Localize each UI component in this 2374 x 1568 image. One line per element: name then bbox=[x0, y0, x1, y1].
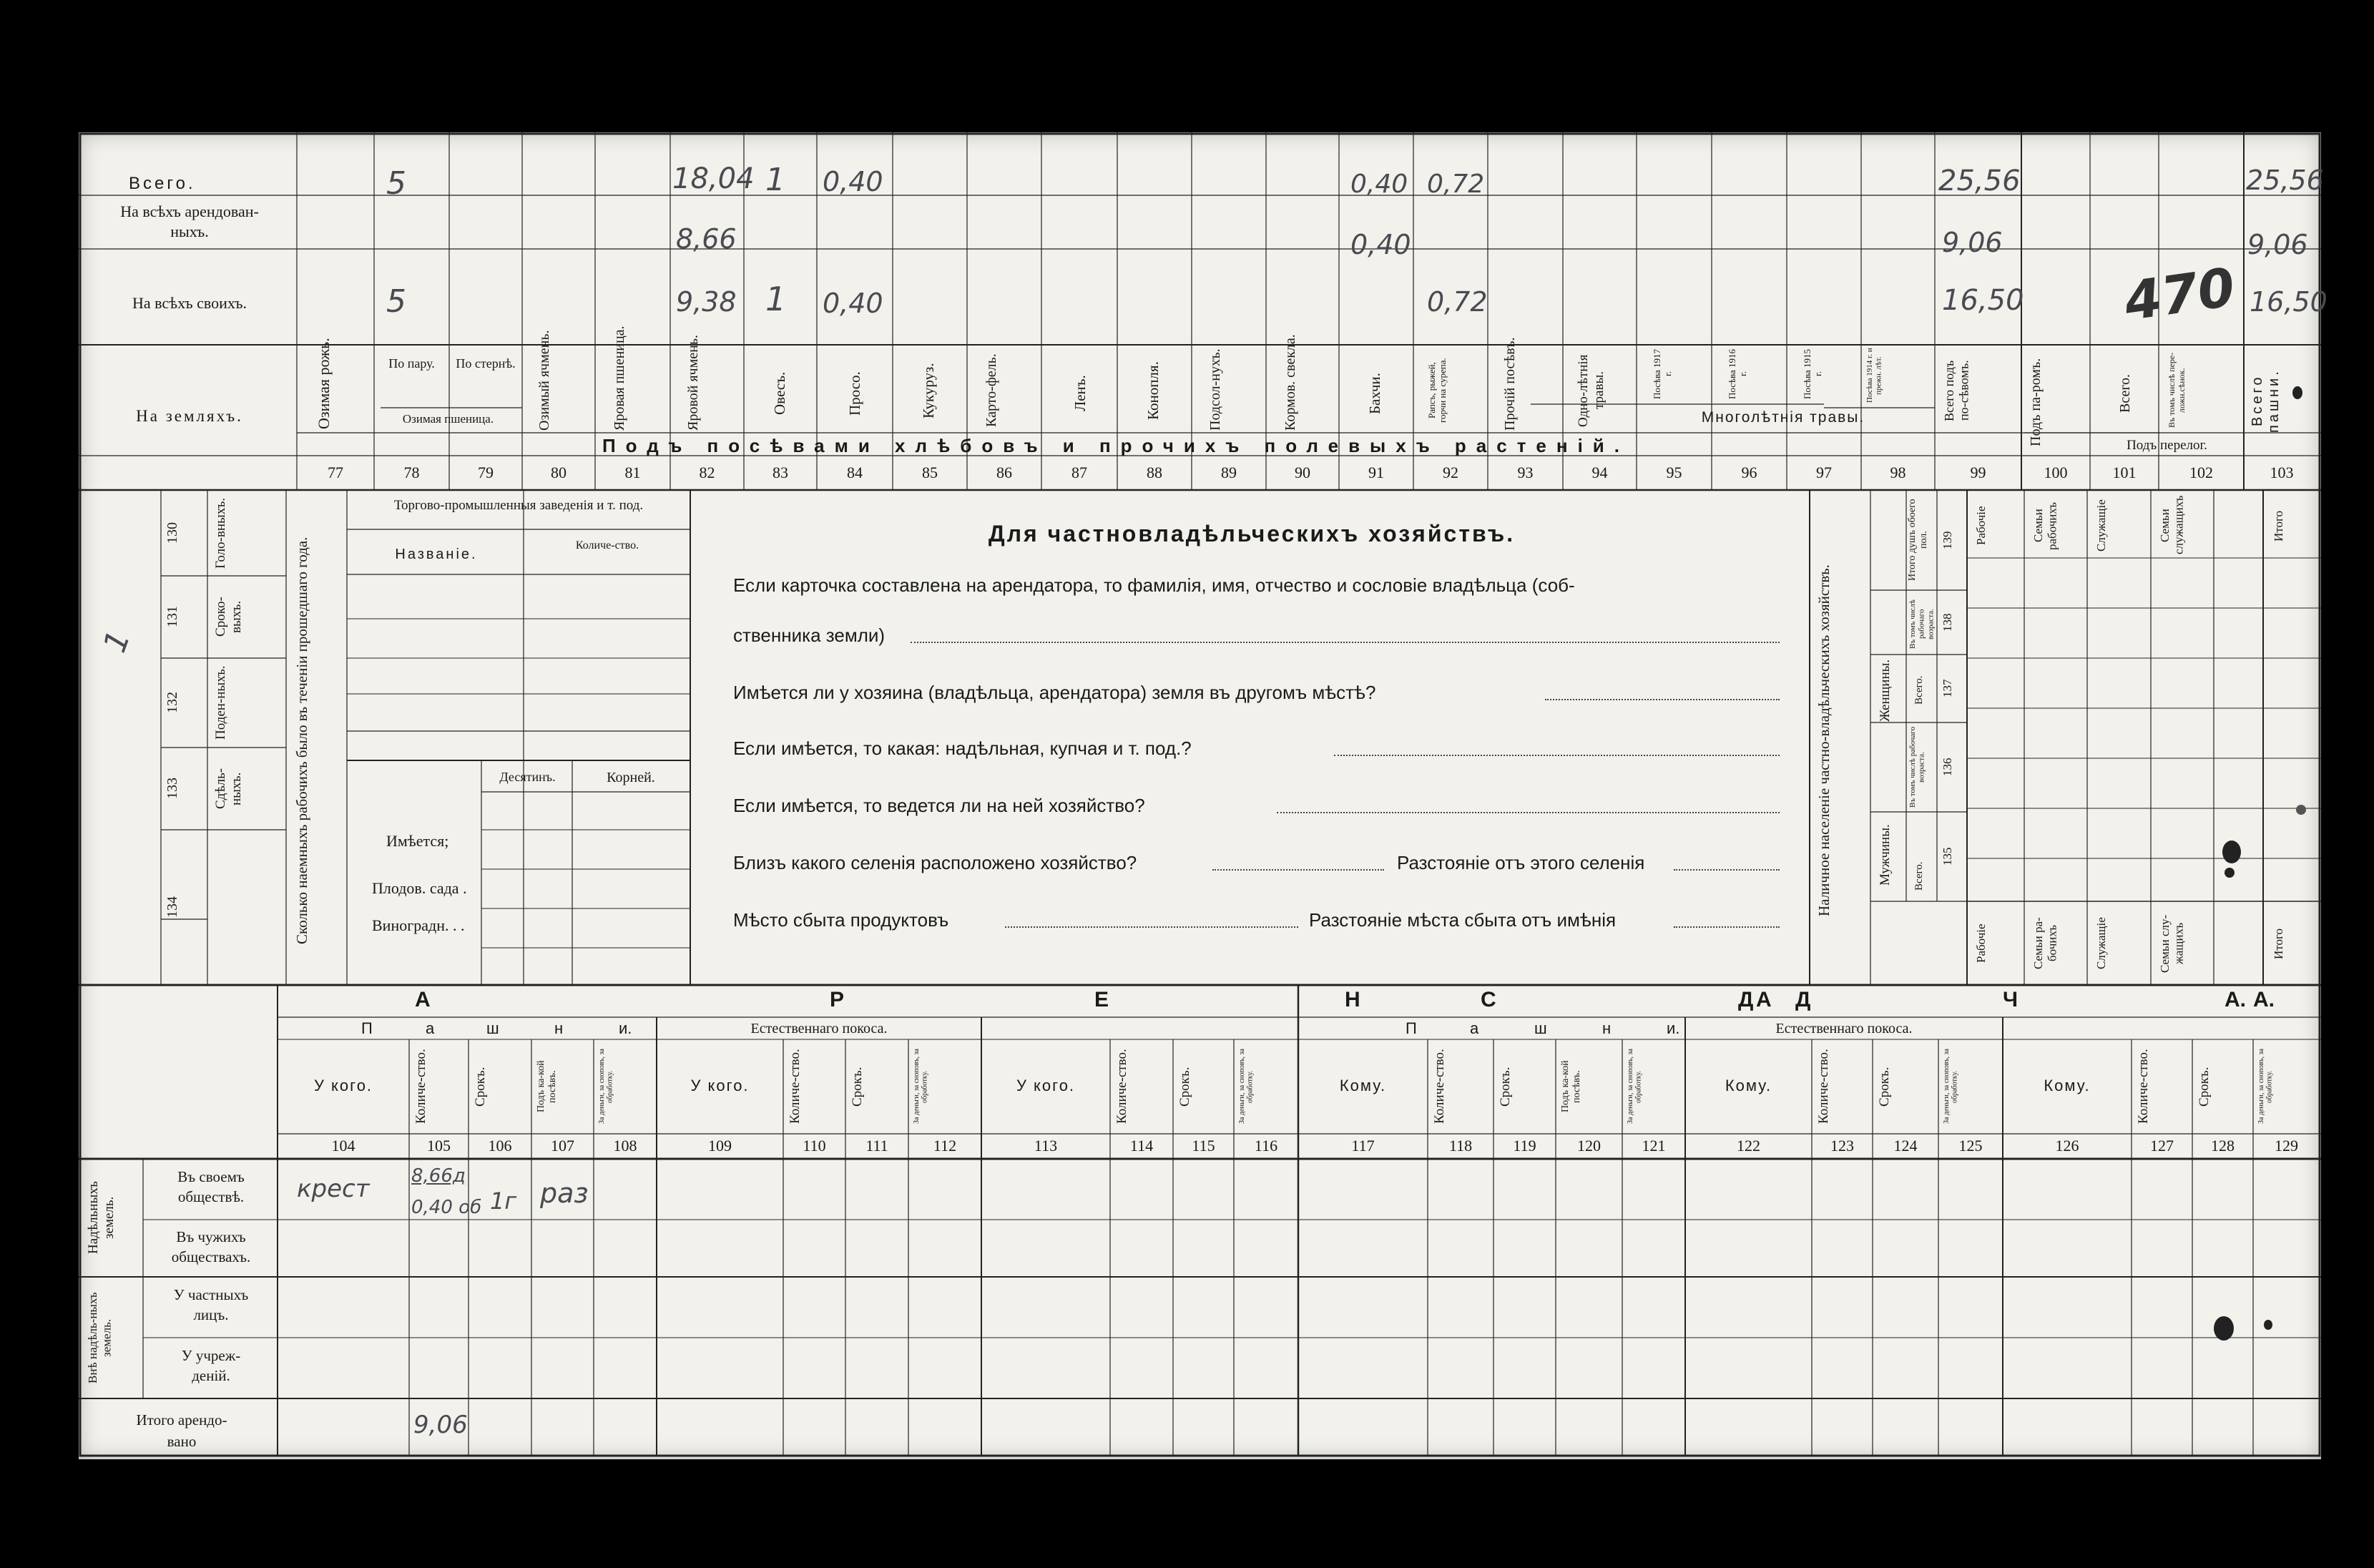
crop-h98: Посѣва 1914 г. и прежн. лѣт. bbox=[1865, 348, 1883, 403]
private-q5b: Разстоянiе отъ этого селенiя bbox=[1397, 852, 1645, 873]
crop-h97: Посѣва 1915 г. bbox=[1802, 348, 1823, 399]
row-u-uchrezh: У учреж- bbox=[181, 1347, 241, 1364]
hw-svoi-82: 9,38 bbox=[676, 286, 737, 318]
bottom-head-5: У кого. bbox=[690, 1077, 750, 1094]
population-col-bottom-1: Семьи ра-бочихъ bbox=[2031, 917, 2059, 970]
bottom-col-number-120: 120 bbox=[1577, 1137, 1601, 1155]
crop-h93: Прочiй посѣвъ. bbox=[1502, 337, 1518, 431]
bottom-col-number-105: 105 bbox=[427, 1137, 451, 1155]
livestock-label-131: Сроко-выхъ. bbox=[213, 597, 244, 637]
bottom-col-number-116: 116 bbox=[1254, 1137, 1278, 1155]
row-label-vsego: Всего. bbox=[129, 174, 196, 193]
livestock-num-134: 134 bbox=[165, 896, 180, 918]
pashni-b-1: а bbox=[1470, 1019, 1479, 1037]
hw-vsego-91: 0,40 bbox=[1350, 170, 1408, 199]
crop-h91: Бахчи. bbox=[1366, 373, 1383, 414]
crop-h96: Посѣва 1916 г. bbox=[1727, 348, 1748, 399]
crop-ozimaya-pshenitsa: Озимая пшеница. bbox=[402, 412, 494, 426]
arenda-letter-0: А bbox=[415, 988, 431, 1011]
hw-svoi-99: 16,50 bbox=[1942, 284, 2024, 317]
hw-stamp-number: 470 bbox=[2120, 256, 2239, 333]
population-col-bottom-4: Итого bbox=[2272, 928, 2285, 959]
population-col-bottom-0: Рабочiе bbox=[1974, 923, 1988, 964]
private-q2: Имѣется ли у хозяина (владѣльца, арендатора) земля въ другомъ мѣстѣ? bbox=[733, 682, 1376, 703]
hw-arend-82: 8,66 bbox=[676, 223, 737, 255]
column-number-98: 98 bbox=[1890, 464, 1906, 481]
pashni-a-0: П bbox=[361, 1019, 373, 1037]
hw-qty2: 0,40 об bbox=[411, 1197, 482, 1218]
row-u-chastnykh-2: лицъ. bbox=[193, 1306, 229, 1323]
crop-h78: По пару. bbox=[388, 356, 435, 371]
column-number-100: 100 bbox=[2044, 464, 2068, 481]
crop-h77: Озимая рожь. bbox=[315, 338, 333, 429]
hw-svoi-77: 5 bbox=[386, 283, 406, 320]
livestock-label-133: Сдѣль-ныхъ. bbox=[213, 768, 244, 810]
livestock-num-131: 131 bbox=[165, 606, 180, 628]
sdacha-letter-1: Д bbox=[1738, 988, 1754, 1011]
bottom-head-24: Срокъ. bbox=[2197, 1067, 2212, 1107]
population-zhenshchiny: Женщины. bbox=[1878, 659, 1893, 722]
sdacha-letter-4: А. bbox=[2253, 988, 2275, 1011]
row-label-arend: На всѣхъ арендован- bbox=[120, 202, 259, 220]
private-q6-blank[interactable] bbox=[1005, 926, 1298, 928]
population-num-138: 138 bbox=[1941, 613, 1954, 632]
row-v-chuzhikh-2: обществахъ. bbox=[171, 1248, 251, 1265]
population-vsego-w: Всего. bbox=[1913, 675, 1925, 705]
arenda-letter-5: А. bbox=[2225, 988, 2246, 1011]
bottom-head-25: За деньги, за сноповъ, за обработку. bbox=[2257, 1049, 2274, 1124]
row-u-uchrezh-2: денiй. bbox=[192, 1367, 230, 1384]
livestock-label-130: Голо-вныхъ. bbox=[213, 497, 228, 569]
hw-itogo: 9,06 bbox=[413, 1411, 468, 1439]
livestock-num-130: 130 bbox=[165, 522, 180, 544]
bottom-col-number-109: 109 bbox=[708, 1137, 732, 1155]
population-col-4: Итого bbox=[2272, 510, 2285, 542]
crop-h102: Въ томъ числѣ пере-ложн.сѣнок. bbox=[2167, 352, 2187, 428]
livestock-num-132: 132 bbox=[165, 692, 180, 714]
arenda-letter-2: Е bbox=[1094, 988, 1109, 1011]
hw-vsego-82: 18,04 bbox=[672, 162, 755, 195]
arenda-letter-1: Р bbox=[830, 988, 845, 1011]
column-number-90: 90 bbox=[1295, 464, 1310, 481]
column-number-94: 94 bbox=[1591, 464, 1608, 481]
arenda-letter-3: Н bbox=[1345, 988, 1360, 1011]
bottom-head-9: У кого. bbox=[1016, 1077, 1076, 1094]
nadelnykh-label: Надѣльныхъ земель. bbox=[86, 1181, 117, 1255]
bottom-col-number-129: 129 bbox=[2275, 1137, 2298, 1155]
column-number-97: 97 bbox=[1816, 464, 1832, 481]
bottom-col-number-127: 127 bbox=[2150, 1137, 2174, 1155]
column-number-78: 78 bbox=[403, 464, 420, 481]
population-vtom-w: Въ томъ числѣ рабочаго возраста. bbox=[1908, 599, 1936, 649]
population-col-bottom-2: Служащiе bbox=[2094, 917, 2108, 970]
punch-mark-3 bbox=[2214, 1316, 2234, 1341]
sdacha-letter-2: А bbox=[1756, 988, 1772, 1011]
hw-vsego-84: 0,40 bbox=[823, 166, 883, 197]
bottom-col-number-119: 119 bbox=[1513, 1137, 1536, 1155]
column-number-82: 82 bbox=[699, 464, 715, 481]
hw-vsego-77: 5 bbox=[386, 165, 406, 202]
crop-h101: Всего. bbox=[2117, 373, 2133, 413]
crop-big-band: Подъ посѣвами хлѣбовъ и прочихъ полевыхъ растенiй. bbox=[602, 435, 1630, 456]
bottom-head-8: За деньги, за сноповъ, за обработку. bbox=[913, 1049, 929, 1124]
bottom-head-14: Количе-ство. bbox=[1432, 1049, 1447, 1124]
bottom-head-10: Количе-ство. bbox=[1114, 1049, 1129, 1124]
hw-svoi-92: 0,72 bbox=[1427, 286, 1488, 318]
population-col-2: Служащiе bbox=[2094, 499, 2108, 552]
bottom-col-number-107: 107 bbox=[551, 1137, 574, 1155]
private-q6b: Разстоянiе мѣста сбыта отъ имѣнiя bbox=[1309, 909, 1617, 931]
population-vtom-m: Въ томъ числѣ рабочаго возраста. bbox=[1908, 727, 1926, 808]
hw-srok: 1г bbox=[490, 1187, 517, 1215]
column-number-102: 102 bbox=[2189, 464, 2213, 481]
population-col-bottom-3: Семьи слу-жащихъ bbox=[2158, 914, 2186, 973]
punch-mark-1 bbox=[2222, 841, 2241, 863]
crop-pod-perelog: Подъ перелог. bbox=[2127, 438, 2207, 453]
bottom-col-number-124: 124 bbox=[1893, 1137, 1918, 1155]
hw-vsego-103: 25,56 bbox=[2246, 165, 2324, 196]
crop-h95: Посѣва 1917 г. bbox=[1652, 348, 1673, 399]
bottom-head-17: За деньги, за сноповъ, за обработку. bbox=[1627, 1049, 1643, 1124]
plodov-sada-label: Плодов. сада . bbox=[372, 879, 467, 897]
bottom-col-number-122: 122 bbox=[1737, 1137, 1760, 1155]
crop-h82: Яровой ячмень. bbox=[685, 335, 701, 431]
crop-h83: Овесъ. bbox=[771, 371, 788, 416]
column-number-81: 81 bbox=[624, 464, 641, 481]
bottom-head-21: За деньги, за сноповъ, за обработку. bbox=[1943, 1049, 1959, 1124]
desyatin-header: Десятинъ. bbox=[499, 770, 556, 784]
column-number-103: 103 bbox=[2270, 464, 2294, 481]
hw-vsego-92: 0,72 bbox=[1427, 170, 1485, 199]
pashni-b-0: П bbox=[1406, 1019, 1417, 1037]
bottom-col-number-121: 121 bbox=[1642, 1137, 1666, 1155]
row-v-svoem: Въ своемъ bbox=[177, 1168, 245, 1185]
column-number-92: 92 bbox=[1443, 464, 1458, 481]
bottom-col-number-104: 104 bbox=[331, 1137, 355, 1155]
population-col-0: Рабочiе bbox=[1974, 506, 1988, 546]
trade-kolichestvo: Количе-ство. bbox=[575, 539, 639, 552]
row-label-arend-2: ныхъ. bbox=[170, 222, 209, 240]
column-number-77: 77 bbox=[328, 464, 343, 481]
pashni-a-4: и. bbox=[619, 1019, 632, 1037]
bottom-head-6: Количе-ство. bbox=[788, 1049, 803, 1124]
punch-mark-2 bbox=[2225, 868, 2235, 878]
population-main: Наличное населенiе частно-владѣльческихъ хозяйствъ. bbox=[1815, 564, 1833, 916]
arenda-letter-4: Д bbox=[1795, 988, 1811, 1011]
bottom-col-number-106: 106 bbox=[488, 1137, 512, 1155]
private-title: Для частновладѣльческихъ хозяйствъ. bbox=[988, 521, 1516, 547]
bottom-col-number-110: 110 bbox=[803, 1137, 826, 1155]
pashni-b-3: н bbox=[1602, 1019, 1612, 1037]
hw-vsego-83: 1 bbox=[765, 162, 785, 198]
crop-h87: Ленъ. bbox=[1071, 375, 1089, 412]
population-muzhchiny: Мужчины. bbox=[1878, 824, 1893, 886]
bottom-head-1: Количе-ство. bbox=[413, 1049, 428, 1124]
trade-nazvanie: Названiе. bbox=[395, 547, 478, 562]
crop-h84: Просо. bbox=[846, 371, 863, 416]
hw-svoi-103: 16,50 bbox=[2250, 286, 2328, 318]
hw-arend-91: 0,40 bbox=[1350, 229, 1411, 260]
bottom-head-18: Кому. bbox=[1725, 1077, 1772, 1094]
punch-mark-4 bbox=[2264, 1320, 2272, 1330]
private-q5b-blank[interactable] bbox=[1674, 869, 1780, 871]
population-col-1: Семьи рабочихъ bbox=[2031, 501, 2059, 550]
sdacha-letter-0: С bbox=[1481, 988, 1496, 1011]
private-q5-blank[interactable] bbox=[1212, 869, 1384, 871]
bottom-head-19: Количе-ство. bbox=[1816, 1049, 1831, 1124]
livestock-num-133: 133 bbox=[165, 778, 180, 800]
bottom-head-23: Количе-ство. bbox=[2136, 1049, 2151, 1124]
crop-h81: Яровая пшеница. bbox=[612, 325, 627, 431]
private-q5: Близъ какого селенiя расположено хозяйство? bbox=[733, 852, 1137, 873]
bottom-col-number-115: 115 bbox=[1192, 1137, 1215, 1155]
bottom-head-16: Подъ ка-кой посѣвъ. bbox=[1560, 1060, 1583, 1113]
population-num-136: 136 bbox=[1941, 758, 1954, 777]
bottom-head-22: Кому. bbox=[2044, 1077, 2091, 1094]
private-q2-blank[interactable] bbox=[1545, 699, 1780, 700]
bottom-head-0: У кого. bbox=[313, 1077, 373, 1094]
punch-mark-5 bbox=[2296, 805, 2306, 815]
bottom-head-4: За деньги, за сноповъ, за обработку. bbox=[598, 1049, 614, 1124]
form-grid-lines bbox=[79, 132, 2321, 1459]
private-q3: Если имѣется, то какая: надѣльная, купчая и т. под.? bbox=[733, 738, 1192, 759]
private-q4-blank[interactable] bbox=[1277, 812, 1780, 813]
column-number-80: 80 bbox=[551, 464, 566, 481]
private-q6b-blank[interactable] bbox=[1674, 926, 1780, 928]
hired-workers-label: Сколько наемныхъ рабочихъ было въ теченiи прошедшаго года. bbox=[293, 536, 310, 944]
trade-header: Торгово-промышленныя заведенiя и т. под. bbox=[393, 498, 644, 513]
crop-h99: Всего подъ по-сѣвомъ. bbox=[1942, 360, 1971, 421]
bottom-col-number-112: 112 bbox=[933, 1137, 957, 1155]
column-number-87: 87 bbox=[1071, 464, 1087, 481]
bottom-head-12: За деньги, за сноповъ, за обработку. bbox=[1238, 1049, 1255, 1124]
row-v-chuzhikh: Въ чужихъ bbox=[176, 1228, 246, 1245]
census-card bbox=[79, 132, 2328, 1459]
crop-h103: Всего пашни. bbox=[2250, 368, 2282, 433]
private-q3-blank[interactable] bbox=[1334, 755, 1780, 756]
hw-krest: крест bbox=[297, 1175, 370, 1203]
row-label-svoikh: На всѣхъ своихъ. bbox=[132, 294, 247, 312]
column-number-99: 99 bbox=[1970, 464, 1986, 481]
bottom-col-number-108: 108 bbox=[613, 1137, 637, 1155]
vne-nadel-label: Внѣ надѣль-ныхъ земель. bbox=[86, 1292, 114, 1383]
korney-header: Корней. bbox=[607, 770, 655, 785]
bottom-col-number-128: 128 bbox=[2211, 1137, 2235, 1155]
bottom-head-15: Срокъ. bbox=[1498, 1067, 1513, 1107]
crop-h79: По стернѣ. bbox=[456, 356, 516, 371]
est-pokosa-b: Естественнаго покоса. bbox=[1775, 1021, 1913, 1037]
row-u-chastnykh: У частныхъ bbox=[173, 1286, 249, 1303]
bottom-col-number-126: 126 bbox=[2055, 1137, 2079, 1155]
column-number-91: 91 bbox=[1368, 464, 1384, 481]
bottom-col-number-123: 123 bbox=[1830, 1137, 1854, 1155]
crop-mnogoletnie: Многолѣтнiя травы. bbox=[1701, 409, 1865, 426]
row-itogo-arend: Итого арендо- bbox=[136, 1411, 227, 1429]
hw-qty1: 8,66д bbox=[411, 1165, 466, 1187]
crop-h86: Карто-фель. bbox=[984, 353, 999, 428]
bottom-col-number-111: 111 bbox=[865, 1137, 888, 1155]
imeetsya-label: Имѣется; bbox=[386, 832, 449, 850]
column-number-93: 93 bbox=[1517, 464, 1534, 481]
population-num-137: 137 bbox=[1941, 679, 1954, 698]
column-number-88: 88 bbox=[1147, 464, 1162, 481]
sdacha-letter-3: Ч bbox=[2003, 988, 2019, 1011]
pashni-b-2: ш bbox=[1534, 1019, 1547, 1037]
bottom-head-20: Срокъ. bbox=[1877, 1067, 1892, 1107]
crop-h85: Кукуруз. bbox=[920, 363, 937, 418]
column-number-83: 83 bbox=[772, 464, 788, 481]
row-itogo-arend-2: вано bbox=[167, 1433, 197, 1450]
pashni-a-3: н bbox=[554, 1019, 564, 1037]
vinogradn-label: Виноградн. . . bbox=[372, 916, 465, 934]
private-line2-blank[interactable] bbox=[911, 642, 1780, 643]
bottom-head-2: Срокъ. bbox=[473, 1067, 488, 1107]
hw-za: раз bbox=[540, 1177, 589, 1209]
hw-arend-99: 9,06 bbox=[1942, 227, 2003, 258]
est-pokosa-a: Естественнаго покоса. bbox=[750, 1021, 888, 1037]
bottom-col-number-118: 118 bbox=[1448, 1137, 1473, 1155]
bottom-head-7: Срокъ. bbox=[850, 1067, 865, 1107]
crop-h89: Подсол-нухъ. bbox=[1207, 348, 1223, 431]
population-itogo: Итого душъ обоего пол. bbox=[1907, 499, 1930, 582]
bottom-col-number-113: 113 bbox=[1034, 1137, 1058, 1155]
column-number-95: 95 bbox=[1666, 464, 1682, 481]
row-label-na-zemlyakh: На земляхъ. bbox=[136, 407, 243, 425]
column-number-79: 79 bbox=[478, 464, 494, 481]
column-number-85: 85 bbox=[922, 464, 938, 481]
private-line1: Если карточка составлена на арендатора, то фамилiя, имя, отчество и сословiе владѣльца (соб- bbox=[733, 574, 1575, 596]
column-number-89: 89 bbox=[1221, 464, 1237, 481]
bottom-head-11: Срокъ. bbox=[1177, 1067, 1192, 1107]
column-number-84: 84 bbox=[847, 464, 863, 481]
column-number-101: 101 bbox=[2112, 464, 2137, 481]
column-number-86: 86 bbox=[996, 464, 1012, 481]
bottom-col-number-117: 117 bbox=[1351, 1137, 1375, 1155]
pashni-a-2: ш bbox=[486, 1019, 499, 1037]
population-num-139: 139 bbox=[1941, 531, 1954, 549]
population-col-3: Семьи служащихъ bbox=[2158, 495, 2186, 554]
private-line2: ственника земли) bbox=[733, 624, 886, 646]
bottom-head-3: Подъ ка-кой посѣвъ. bbox=[536, 1060, 559, 1113]
crop-h100: Подъ па-ромъ. bbox=[2028, 358, 2044, 447]
row-v-svoem-2: обществѣ. bbox=[177, 1188, 245, 1205]
crop-h92: Рапсъ, рыжей, горчи на сурепа. bbox=[1426, 358, 1448, 423]
hw-vsego-99: 25,56 bbox=[1938, 165, 2021, 197]
crop-h88: Конопля. bbox=[1144, 361, 1162, 420]
crop-h90: Кормов. свекла. bbox=[1282, 334, 1298, 431]
crop-h94: Одно-лѣтнiя травы. bbox=[1576, 354, 1607, 427]
pashni-a-1: а bbox=[426, 1019, 435, 1037]
bottom-col-number-114: 114 bbox=[1129, 1137, 1154, 1155]
hw-svoi-84: 0,40 bbox=[823, 288, 883, 319]
livestock-label-132: Поден-ныхъ. bbox=[213, 665, 228, 740]
private-q4: Если имѣется, то ведется ли на ней хозяйство? bbox=[733, 795, 1145, 816]
bottom-head-13: Кому. bbox=[1339, 1077, 1387, 1094]
column-number-96: 96 bbox=[1741, 464, 1757, 481]
punch-mark-6 bbox=[2292, 386, 2302, 399]
population-num-135: 135 bbox=[1941, 847, 1954, 866]
hw-arend-103: 9,06 bbox=[2247, 229, 2308, 260]
hw-svoi-83: 1 bbox=[765, 280, 787, 318]
population-vsego-m: Всего. bbox=[1913, 861, 1925, 891]
bottom-col-number-125: 125 bbox=[1958, 1137, 1983, 1155]
crop-h80: Озимый ячмень. bbox=[536, 330, 552, 431]
pashni-b-4: и. bbox=[1667, 1019, 1680, 1037]
private-q6: Мѣсто сбыта продуктовъ bbox=[733, 909, 949, 931]
hw-middle-one: 1 bbox=[96, 625, 138, 657]
